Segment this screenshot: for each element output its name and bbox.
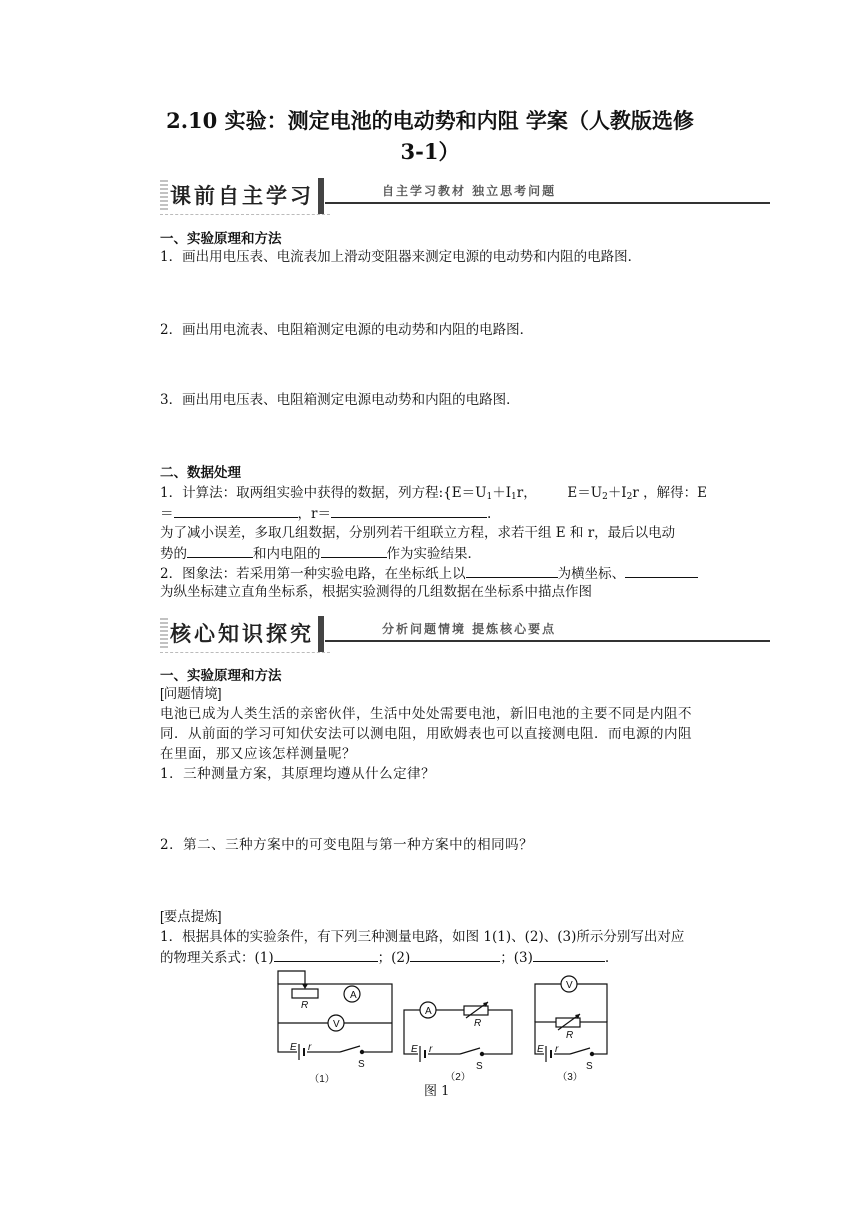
label-R-1: R (301, 1000, 309, 1011)
banner-divider (318, 178, 324, 214)
blank-emf-average[interactable] (187, 543, 253, 558)
label-V-3: V (566, 980, 573, 991)
eq-end: . (486, 506, 492, 522)
calc-text-d: E＝U (567, 485, 603, 501)
blank-r[interactable] (331, 503, 487, 518)
reduce-error-line-2 (160, 543, 481, 564)
calc-sub-2: 1 (511, 492, 517, 502)
key-question-1: 1．三种测量方案，其原理均遵从什么定律？ (160, 766, 436, 782)
label-R-3: R (566, 1030, 574, 1041)
label-S-3: S (586, 1061, 593, 1072)
page-title-line-1: 2.10 实验：测定电池的电动势和内阻 学案（人教版选修 (166, 108, 694, 133)
banner-rule (325, 640, 770, 642)
question-1: 1．画出用电压表、电流表加上滑动变阻器来测定电源的电动势和内阻的电路图． (160, 249, 642, 265)
calc-text-b: ＋I (492, 485, 512, 501)
calc-sub-1: 1 (486, 492, 493, 502)
label-E-3: E (537, 1044, 544, 1055)
problem-tag: [问题情境] (160, 686, 222, 701)
graph-text-b: 为横坐标、 (557, 566, 626, 582)
solve-line (160, 503, 491, 524)
key-point-1: 1．根据具体的实验条件，有下列三种测量电路，如图 1(1)、(2)、(3)所示分别写出对应 (160, 929, 685, 945)
section-banner-core (160, 616, 770, 656)
blank-resistance-average[interactable] (321, 543, 387, 558)
key-points-tag: [要点提炼] (160, 909, 222, 924)
label-r-2: r (429, 1044, 433, 1055)
graph-method-line-1 (160, 563, 698, 584)
problem-para-1: 电池已成为人类生活的亲密伙伴，生活中处处需要电池，新旧电池的主要不同是内阻不 (160, 706, 692, 722)
heading-principle: 一、实验原理和方法 (160, 231, 282, 247)
question-3: 3．画出用电压表、电阻箱测定电源电动势和内阻的电路图． (160, 392, 520, 408)
question-2: 2．画出用电流表、电阻箱测定电源的电动势和内阻的电路图． (160, 322, 534, 338)
figure-caption: 图 1 (424, 1084, 450, 1099)
kp-text-b: ；(2) (377, 950, 411, 966)
graph-text-a: 2．图象法：若采用第一种实验电路，在坐标纸上以 (160, 566, 466, 582)
blank-E[interactable] (174, 503, 298, 518)
calc-text-f: r ，解得：E (632, 485, 707, 501)
reduce-text-c: 作为实验结果． (386, 546, 481, 562)
label-E-1: E (290, 1042, 297, 1053)
label-S-1: S (358, 1059, 365, 1070)
banner-subtitle: 分析问题情境 提炼核心要点 (382, 622, 557, 636)
problem-para-2: 同．从前面的学习可知伏安法可以测电阻，用欧姆表也可以直接测电阻．而电源的内阻 (160, 726, 692, 742)
blank-x-axis[interactable] (466, 563, 558, 578)
sub-label-2: （2） (445, 1072, 471, 1083)
rheostat-1 (292, 989, 318, 998)
problem-para-3: 在里面，那又应该怎样测量呢？ (160, 746, 356, 762)
section-banner-preview (160, 178, 770, 218)
heading-data-processing: 二、数据处理 (160, 465, 241, 481)
calc-text-a: 1．计算法：取两组实验中获得的数据，列方程:{E＝U (160, 485, 487, 501)
circuit-2 (404, 1002, 512, 1062)
blank-relation-1[interactable] (274, 947, 378, 962)
banner-rule (325, 202, 770, 204)
label-A-1: A (350, 990, 357, 1001)
label-S-2: S (476, 1061, 483, 1072)
reduce-text-a: 势的 (160, 546, 187, 562)
key-point-2 (160, 947, 609, 968)
label-r-1: r (308, 1042, 312, 1053)
banner-divider (318, 616, 324, 652)
label-r-3: r (555, 1044, 559, 1055)
reduce-text-b: 和内电阻的 (253, 546, 321, 562)
kp-text-c: ；(3) (500, 950, 533, 966)
label-R-2: R (474, 1018, 482, 1029)
blank-y-axis[interactable] (625, 563, 698, 578)
label-E-2: E (411, 1044, 418, 1055)
blank-relation-3[interactable] (533, 947, 605, 962)
heading-principle-2: 一、实验原理和方法 (160, 668, 282, 684)
sub-label-1: （1） (309, 1074, 335, 1085)
key-question-2: 2．第二、三种方案中的可变电阻与第一种方案中的相同吗？ (160, 837, 534, 853)
banner-title: 课前自主学习 (160, 180, 322, 212)
eq-r: ，r＝ (297, 506, 331, 522)
calc-text-e: ＋I (607, 485, 627, 501)
calc-sub-4: 2 (626, 492, 633, 502)
graph-method-line-2: 为纵坐标建立直角坐标系，根据实验测得的几组数据在坐标系中描点作图 (160, 584, 592, 600)
reduce-error-line-1: 为了减小误差，多取几组数据，分别列若干组联立方程，求若干组 E 和 r，最后以电动 (160, 525, 676, 541)
banner-dash (160, 214, 330, 215)
page-title-line-2: 3-1） (400, 139, 460, 164)
sub-label-3: （3） (557, 1072, 583, 1083)
kp-text-a: 的物理关系式：(1) (160, 950, 274, 966)
label-A-2: A (425, 1006, 432, 1017)
kp-text-d: . (604, 950, 610, 966)
calc-sub-3: 2 (602, 492, 608, 502)
calc-text-c: r， (516, 485, 537, 501)
banner-title: 核心知识探究 (160, 618, 322, 650)
banner-dash (160, 652, 330, 653)
eq-start: ＝ (160, 506, 174, 522)
banner-subtitle: 自主学习教材 独立思考问题 (382, 184, 557, 198)
label-V-1: V (333, 1019, 340, 1030)
blank-relation-2[interactable] (410, 947, 500, 962)
